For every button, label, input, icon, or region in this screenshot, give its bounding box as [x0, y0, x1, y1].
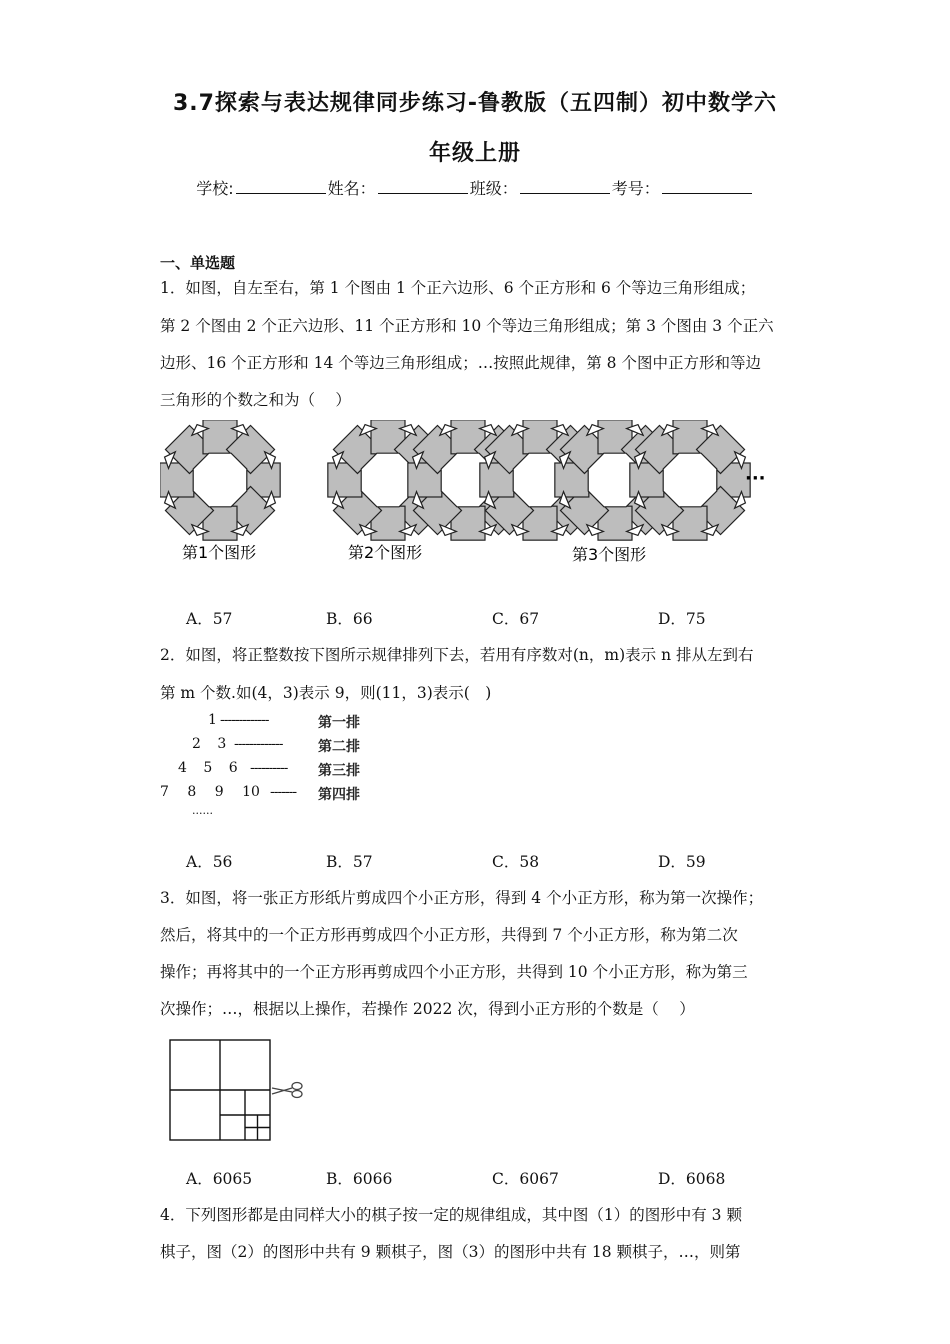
q2-number-triangle [158, 710, 388, 825]
figure-3-octagon-ring [480, 420, 750, 540]
class-field[interactable] [520, 179, 610, 194]
student-info-row [0, 176, 950, 199]
q2-option-a[interactable]: A．56 [186, 853, 233, 871]
section-title: 一、单选题 [160, 254, 236, 272]
name-field[interactable] [378, 179, 468, 194]
number-label: 考号： [611, 179, 660, 198]
q1-option-a[interactable]: A．57 [186, 610, 233, 628]
q3-option-c[interactable]: C．6067 [492, 1170, 559, 1188]
q1-option-b[interactable]: B．66 [326, 610, 373, 628]
q2-line: 第 m 个数.如(4，3)表示 9，则(11，3)表示( ) [160, 684, 492, 702]
inner-polygon [193, 453, 247, 507]
q2-line: 2．如图，将正整数按下图所示规律排列下去，若用有序数对(n，m)表示 n 排从左到右 [160, 646, 754, 664]
page-title-line2: 年级上册 [428, 141, 521, 166]
q1-line: 1．如图，自左至右，第 1 个图由 1 个正六边形、6 个正方形和 6 个等边三角形组成； [160, 279, 756, 297]
q1-line: 第 2 个图由 2 个正六边形、11 个正方形和 10 个等边三角形组成；第 3 个图由 3 个正六 [160, 317, 774, 335]
q3-line: 操作；再将其中的一个正方形再剪成四个小正方形，共得到 10 个小正方形，称为第三 [160, 963, 748, 981]
q2-option-b[interactable]: B．57 [326, 853, 373, 871]
q1-caption-1: 第1个图形 [182, 543, 257, 562]
scissors-icon [272, 1083, 302, 1098]
q3-line: 次操作；…，根据以上操作，若操作 2022 次，得到小正方形的个数是（ ） [160, 1000, 695, 1018]
q3-option-a[interactable]: A．6065 [186, 1170, 253, 1188]
q3-line: 然后，将其中的一个正方形再剪成四个小正方形，共得到 7 个小正方形，称为第二次 [160, 926, 738, 944]
q4-line: 棋子，图（2）的图形中共有 9 颗棋子，图（3）的图形中共有 18 颗棋子，…，则第 [160, 1243, 741, 1261]
q1-caption-2: 第2个图形 [348, 543, 423, 562]
triangle-row-1: 1 [208, 712, 217, 728]
page-title-line1: 3.7探索与表达规律同步练习-鲁教版（五四制）初中数学六 [172, 91, 778, 116]
row-4-label: 第四排 [318, 787, 360, 803]
q3-square-figure [168, 1038, 313, 1144]
q1-line: 三角形的个数之和为（ ） [160, 391, 351, 409]
row-3-dashes: ---------- [250, 760, 288, 776]
row-1-dashes: ------------- [220, 712, 269, 728]
q1-line: 边形、16 个正方形和 14 个等边三角形组成；…按照此规律，第 8 个图中正方形和等边 [160, 354, 761, 372]
class-label: 班级： [469, 179, 518, 198]
inner-polygon [361, 453, 415, 507]
row-4-dashes: ------- [270, 784, 297, 800]
triangle-more: ...... [192, 804, 213, 817]
row-3-label: 第三排 [318, 763, 360, 779]
triangle-row-2: 2 3 [192, 736, 227, 752]
number-field[interactable] [662, 179, 752, 194]
q3-option-d[interactable]: D．6068 [658, 1170, 726, 1188]
name-label: 姓名： [327, 179, 376, 198]
q1-ellipsis: ··· [745, 468, 766, 489]
school-label: 学校: [196, 179, 234, 198]
triangle-row-4: 7 8 9 10 [160, 784, 260, 800]
q1-caption-3: 第3个图形 [572, 545, 647, 564]
figure-1-octagon-ring [160, 420, 280, 540]
q4-line: 4．下列图形都是由同样大小的棋子按一定的规律组成，其中图（1）的图形中有 3 颗 [160, 1206, 742, 1224]
triangle-row-3: 4 5 6 [178, 760, 238, 776]
q1-option-d[interactable]: D．75 [658, 610, 706, 628]
q3-line: 3．如图，将一张正方形纸片剪成四个小正方形，得到 4 个小正方形，称为第一次操作； [160, 889, 764, 907]
q1-option-c[interactable]: C．67 [492, 610, 540, 628]
q2-option-c[interactable]: C．58 [492, 853, 540, 871]
inner-polygon [663, 453, 717, 507]
row-1-label: 第一排 [318, 715, 360, 731]
row-2-dashes: ------------- [234, 736, 283, 752]
q2-option-d[interactable]: D．59 [658, 853, 706, 871]
q1-figure [160, 420, 780, 570]
row-2-label: 第二排 [318, 739, 360, 755]
school-field[interactable] [236, 179, 326, 194]
q3-option-b[interactable]: B．6066 [326, 1170, 393, 1188]
